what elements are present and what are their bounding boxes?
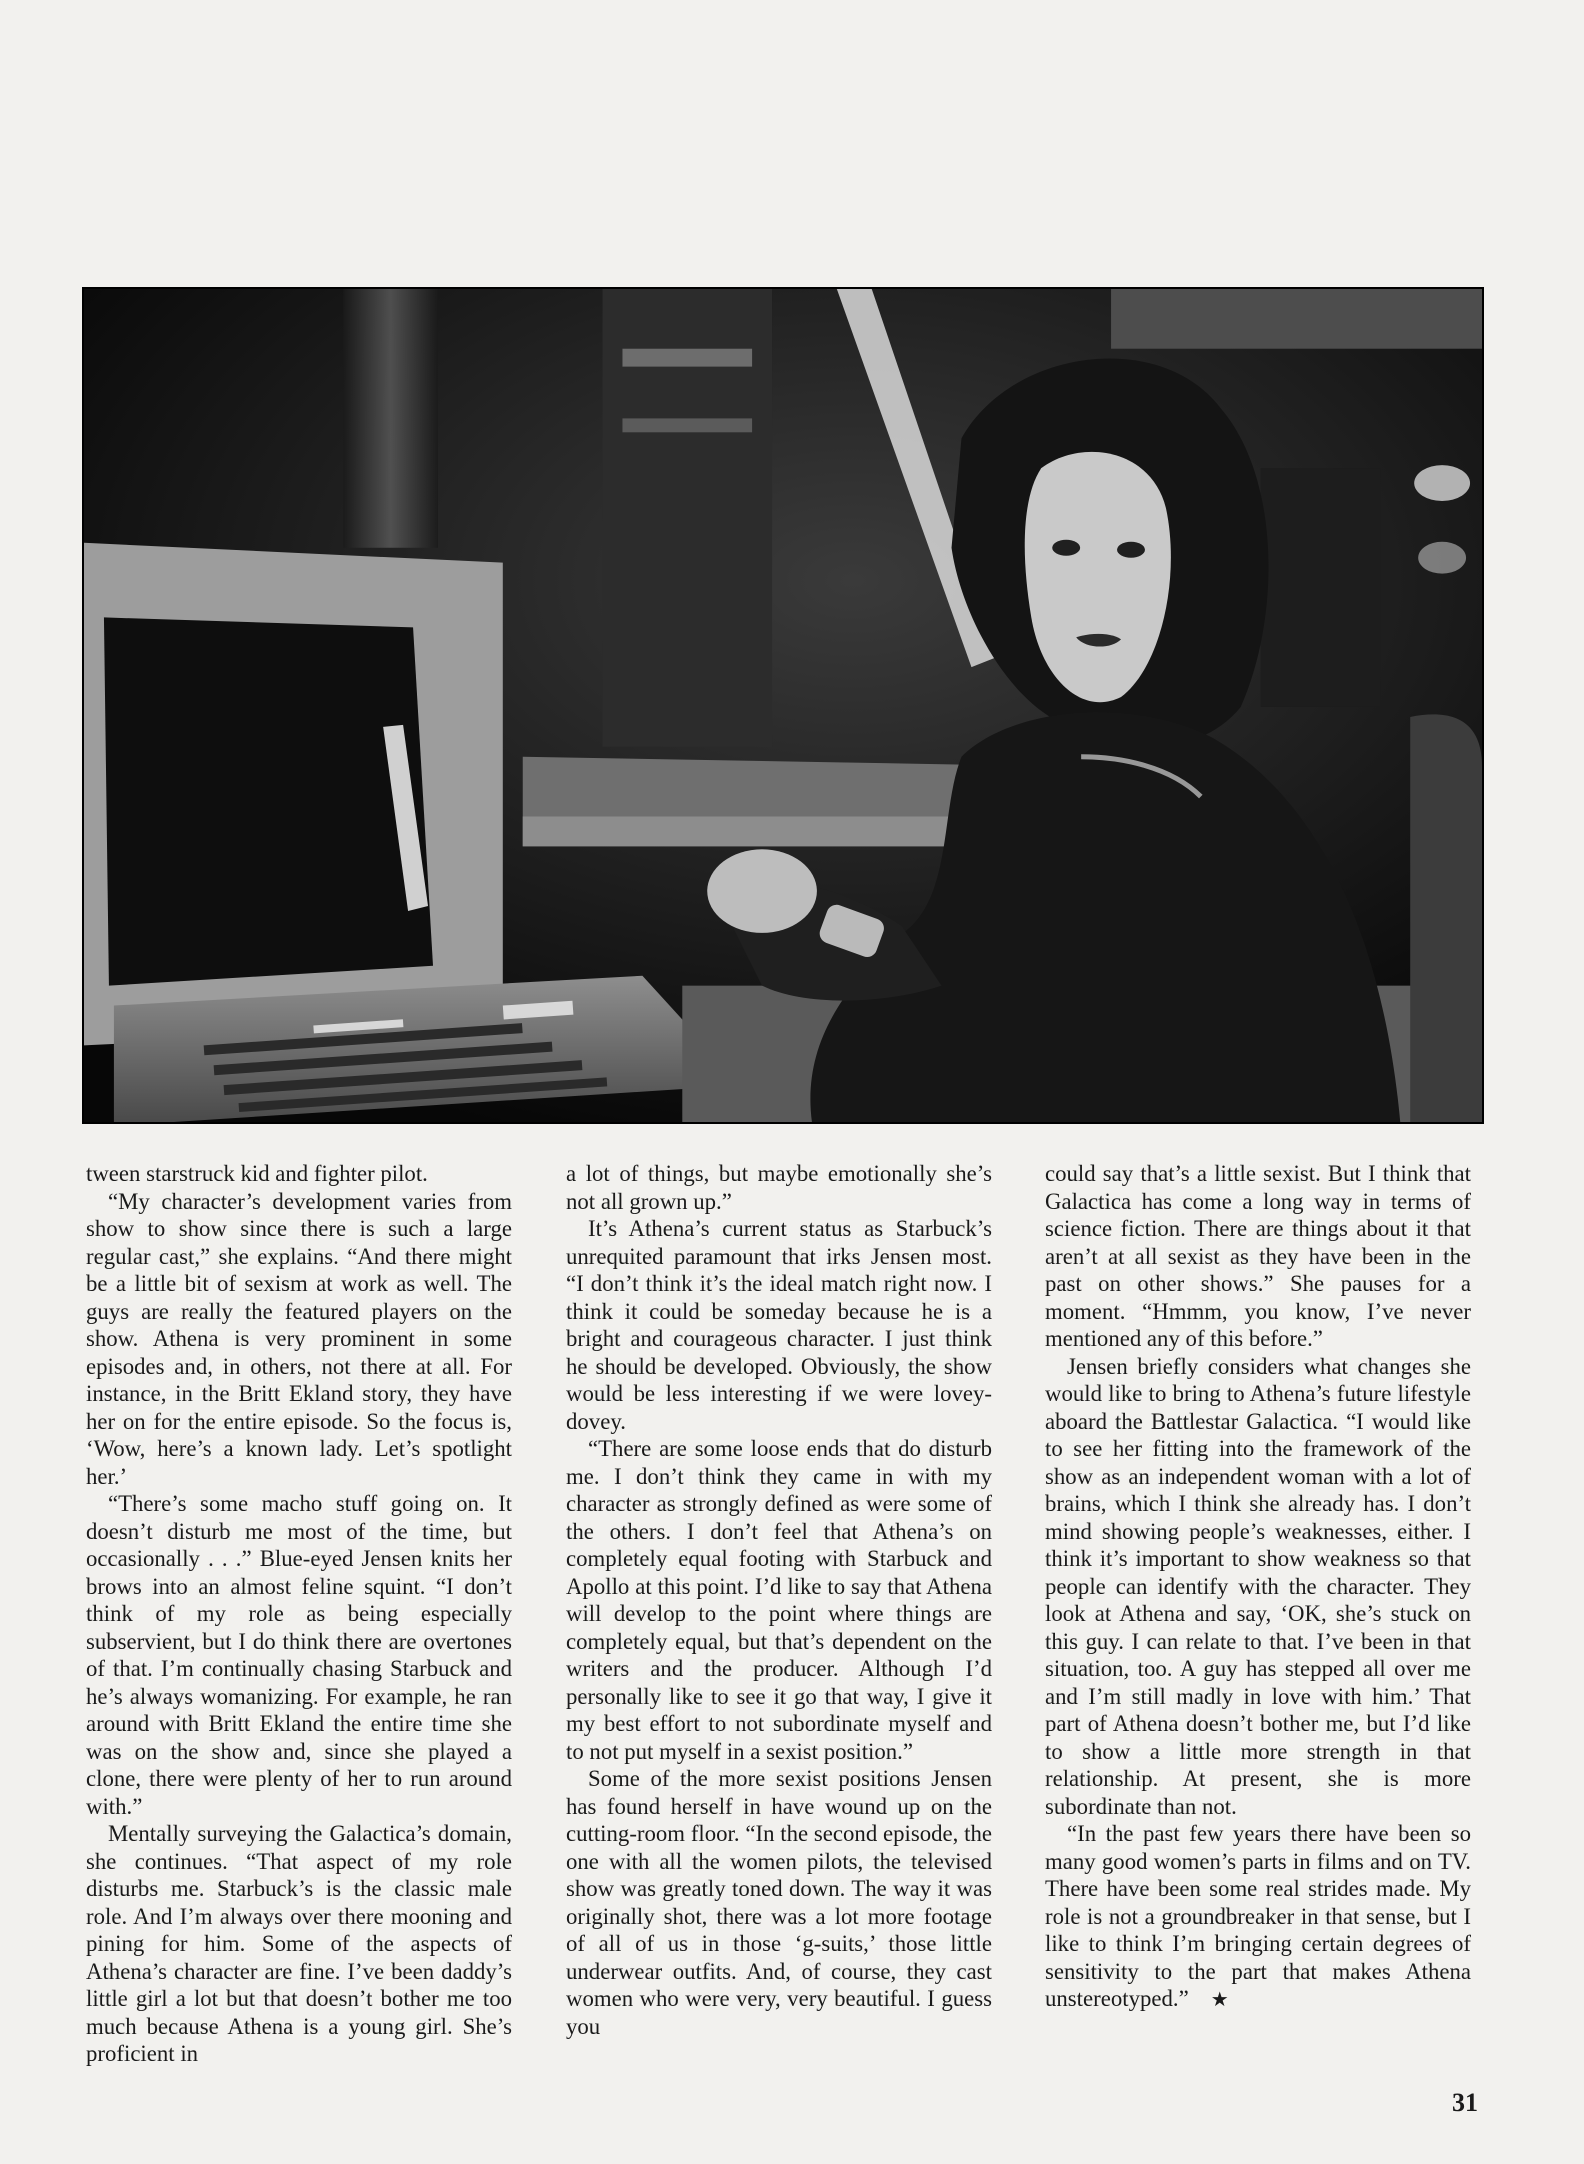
paragraph: Some of the more sexist positions Jensen has found herself in have wound up on the cutting-room floor. “In the second episode, the one with all the women pilots, the televised show was greatly toned down. The way it was originally shot, there was a lot more footage of all of us in those ‘g-suits,’ those little underwear outfits. And, of course, they cast women who were very, very beautiful. I guess you	[566, 1766, 992, 2039]
paragraph: a lot of things, but maybe emotionally she’s not all grown up.”	[566, 1161, 992, 1214]
paragraph	[1045, 1820, 1471, 2015]
paragraph: tween starstruck kid and fighter pilot.	[86, 1161, 428, 1186]
paragraph: could say that’s a little sexist. But I think that Galactica has come a long way in terms of science fiction. There are things about it that aren’t at all sexist as they have been in the past on other shows.” She pauses for a moment. “Hmmm, you know, I’ve never mentioned any of this before.”	[1045, 1161, 1471, 1351]
paragraph: It’s Athena’s current status as Starbuck’s unrequited paramount that irks Jensen most. “I don’t think it’s the ideal match right now. I think it could be someday because he is a bright and courageous character. I just think he should be developed. Obviously, the show would be less interesting if we were lovey-dovey.	[566, 1216, 992, 1434]
article-column-1	[86, 1160, 512, 2068]
article-photo	[82, 287, 1484, 1124]
paragraph-text: “In the past few years there have been so many good women’s parts in films and on TV. There have been some real strides made. My role is not a groundbreaker in that sense, but I like to think I’m bringing certain degrees of sensitivity to the part that makes Athena unstereotyped.”	[1045, 1821, 1471, 2011]
paragraph: “There’s some macho stuff going on. It doesn’t disturb me most of the time, but occasionally . . .” Blue-eyed Jensen knits her brows into an almost feline squint. “I don’t think of my role as being especially subservient, but I do think there are overtones of that. I’m continually chasing Starbuck and he’s always womanizing. For example, he ran around with Britt Ekland the entire time she was on the show and, since she played a clone, there were plenty of her to run around with.”	[86, 1491, 512, 1819]
article-column-3	[1045, 1160, 1471, 2015]
faded-headline-bleedthrough	[620, 150, 1412, 260]
end-of-article-star-icon: ★	[1210, 1989, 1229, 2011]
photo-illustration	[84, 289, 1482, 1122]
paragraph: Jensen briefly considers what changes she would like to bring to Athena’s future lifestyle aboard the Battlestar Galactica. “I would like to see her fitting into the framework of the show as an independent woman with a lot of brains, which I think she already has. I don’t mind showing people’s weaknesses, either. I think it’s important to show weakness so that people can identify with the character. They look at Athena and say, ‘OK, she’s stuck on this guy. I can relate to that. I’ve been in that situation, too. A guy has stepped all over me and I’m still madly in love with him.’ That part of Athena doesn’t bother me, but I’d like to show a little more strength in that relationship. At present, she is more subordinate than not.	[1045, 1353, 1471, 1819]
article-column-2	[566, 1160, 992, 2040]
paragraph: “My character’s development varies from show to show since there is such a large regular cast,” she explains. “And there might be a little bit of sexism at work as well. The guys are really the featured players on the show. Athena is very prominent in some episodes and, in others, not there at all. For instance, in the Britt Ekland story, they have her on for the entire episode. So the focus is, ‘Wow, here’s a known lady. Let’s spotlight her.’	[86, 1188, 512, 1489]
paragraph: Mentally surveying the Galactica’s domain, she continues. “That aspect of my role disturbs me. Starbuck’s is the classic male role. And I’m always over there mooning and pining for him. Some of the aspects of Athena’s character are fine. I’ve been daddy’s little girl a lot but that doesn’t bother me too much because Athena is a young girl. She’s proficient in	[86, 1821, 512, 2066]
page-number: 31	[1452, 2088, 1478, 2117]
paragraph: “There are some loose ends that do disturb me. I don’t think they came in with my character as strongly defined as were some of the others. I don’t feel that Athena’s on completely equal footing with Starbuck and Apollo at this point. I’d like to say that Athena will develop to the point where things are completely equal, but that’s dependent on the writers and the producer. Although I’d personally like to see it go that way, I give it my best effort to not subordinate myself and to not put myself in a sexist position.”	[566, 1436, 992, 1764]
